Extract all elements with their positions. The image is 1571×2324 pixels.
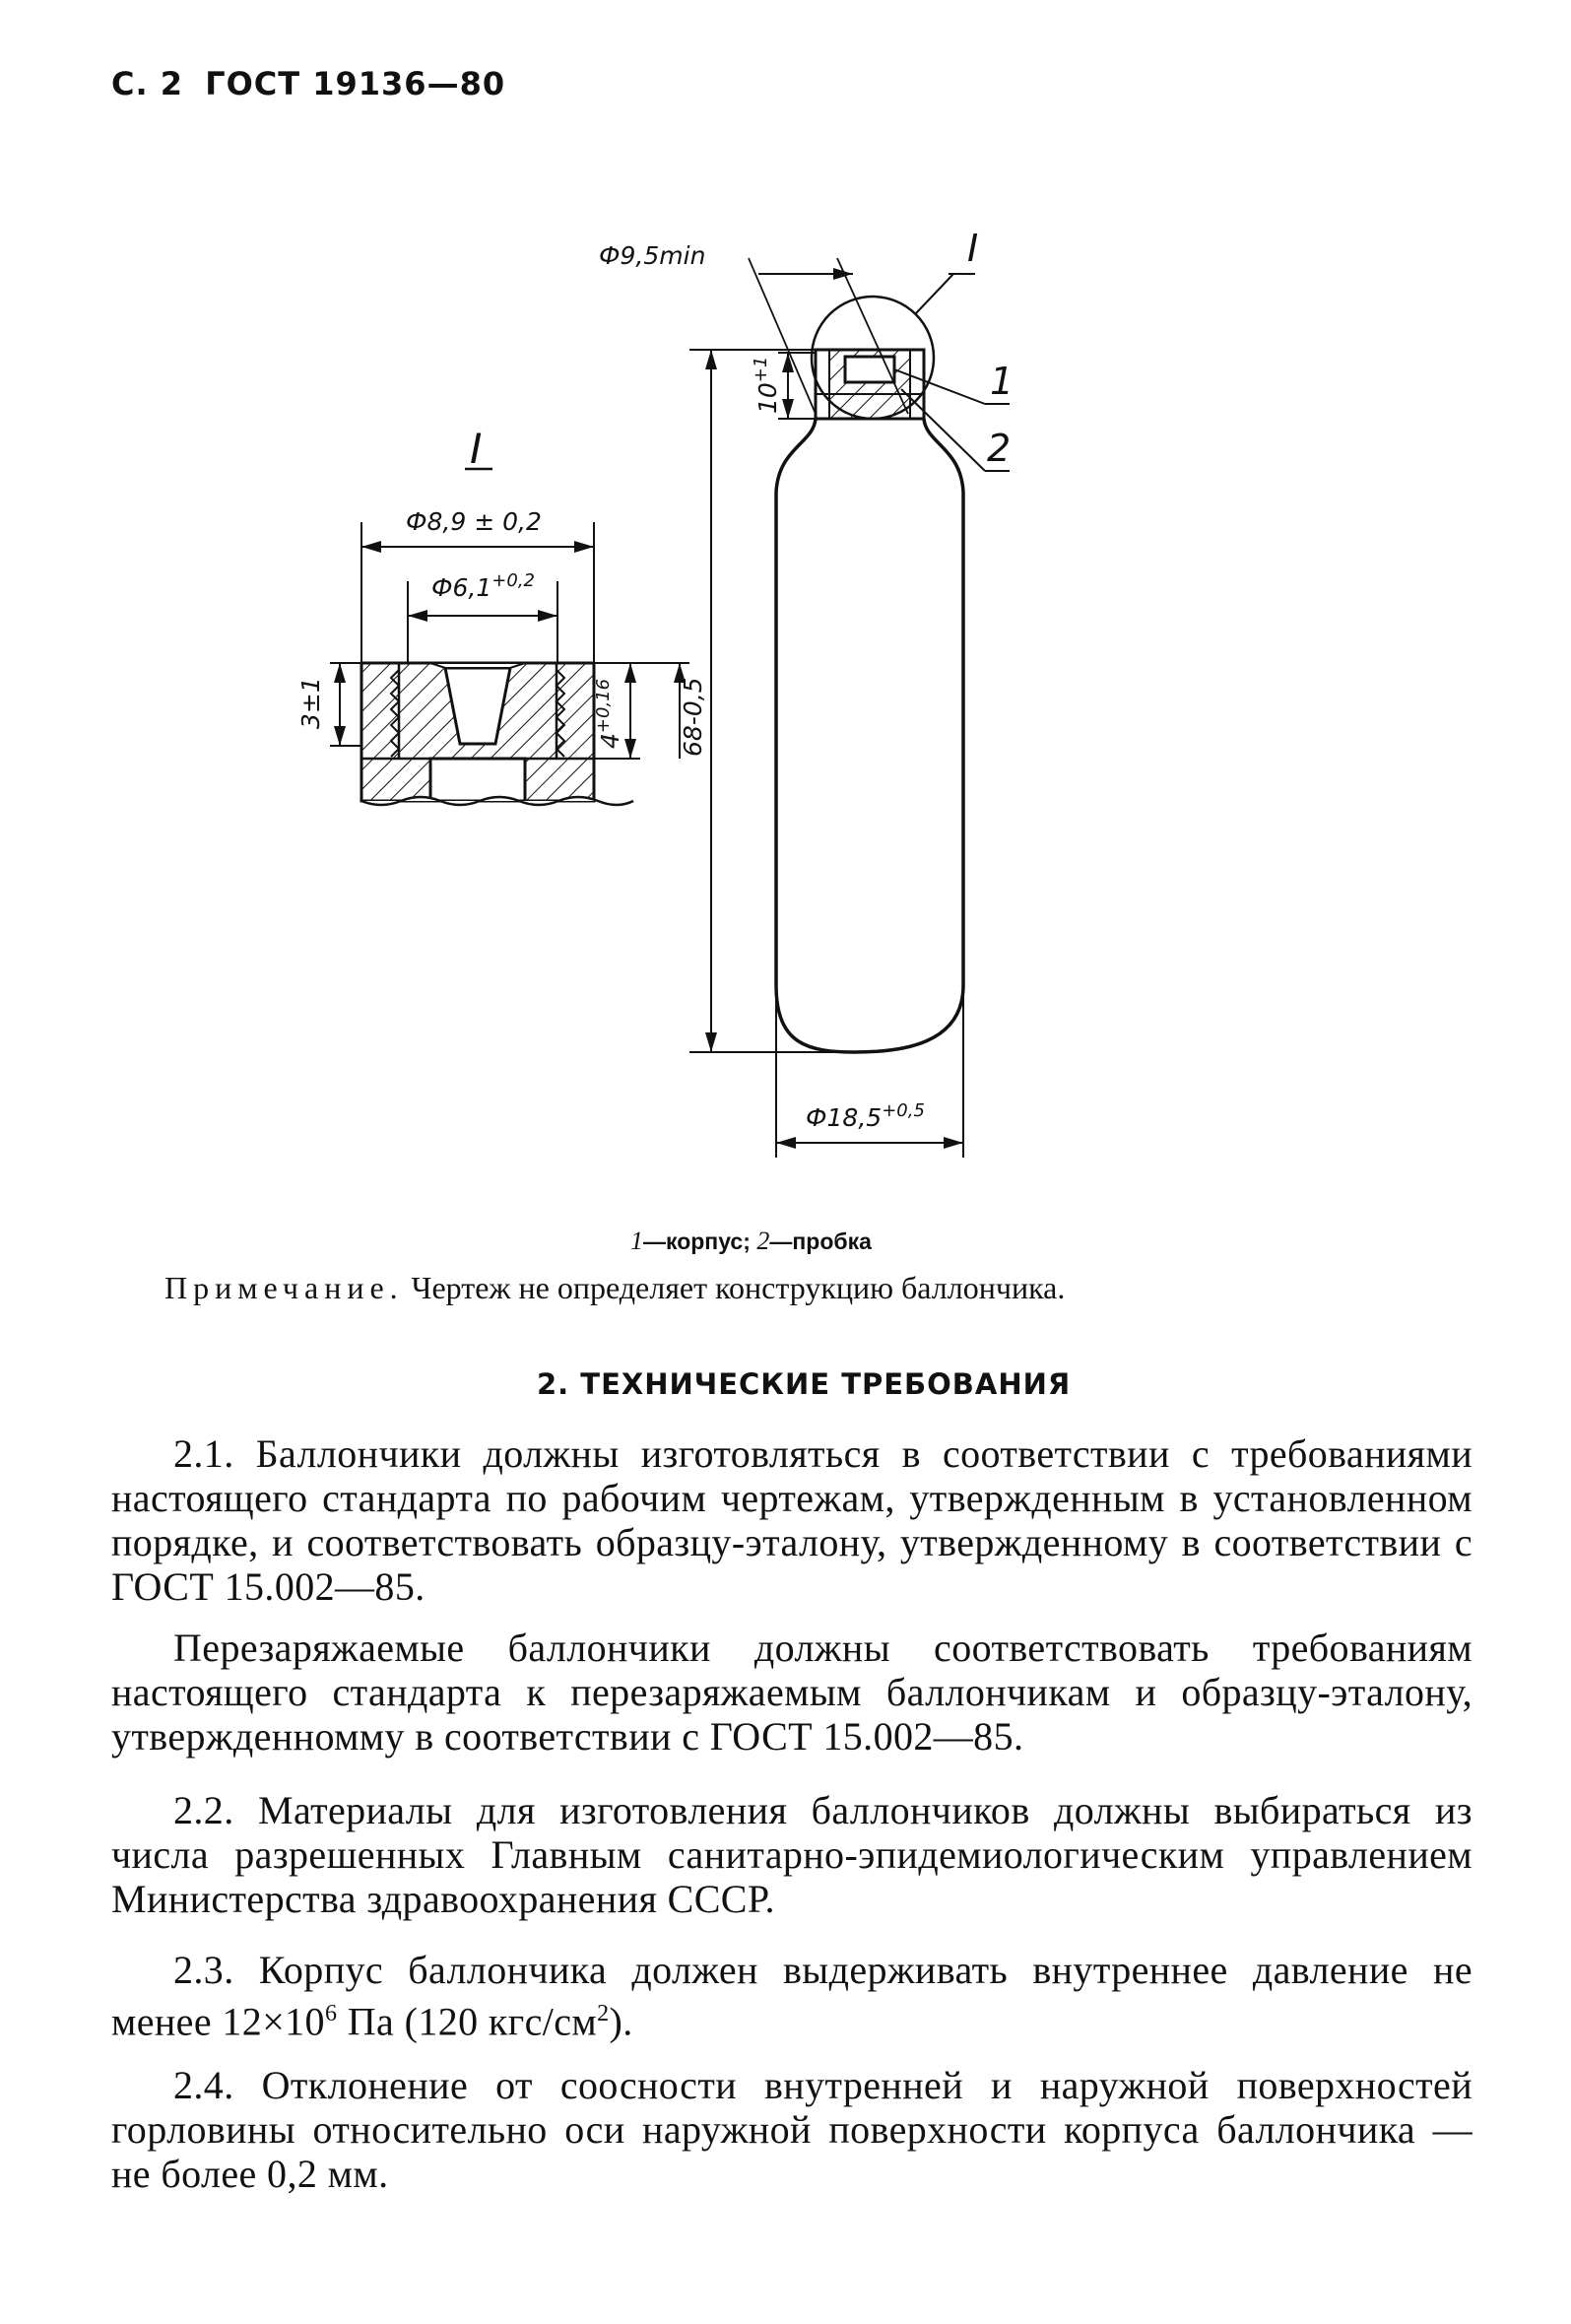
detail-label-main: I bbox=[967, 227, 979, 270]
dim-outer-dia: Ф8,9 ± 0,2 bbox=[406, 507, 542, 536]
p4-times: × bbox=[262, 1999, 286, 2044]
note-prefix: Примечание. bbox=[164, 1270, 404, 1305]
dim-neck-height-value: 10 bbox=[753, 382, 782, 414]
cylinder-view bbox=[689, 258, 1010, 1158]
dim-inner-dia bbox=[431, 570, 535, 602]
p4-exponent: 6 bbox=[324, 2001, 338, 2026]
page-number: С. 2 bbox=[111, 65, 184, 102]
note-text: Чертеж не определяет конструкцию баллончика. bbox=[403, 1270, 1066, 1305]
figure-note bbox=[164, 1270, 1065, 1306]
callout-2: 2 bbox=[987, 427, 1012, 470]
detail-view bbox=[330, 425, 689, 805]
dim-body-dia-tol: +0,5 bbox=[882, 1100, 925, 1121]
p4-text-d: ). bbox=[609, 1999, 633, 2044]
dim-length: 68-0,5 bbox=[679, 677, 707, 757]
paragraph-2-1: 2.1. Баллончики должны изготовляться в соответствии с требованиями настоящего стандарта по рабочим чертежам, утвержденным в установленном порядке, и соответствовать образцу-эталону, утвержденному в соответствии с ГОСТ 15.002—85. bbox=[111, 1431, 1473, 1609]
dim-top-dia: Ф9,5min bbox=[599, 241, 706, 270]
dim-neck-height-tol: +1 bbox=[751, 356, 771, 383]
p4-text-b: 10 bbox=[285, 1999, 325, 2044]
dim-depth bbox=[593, 679, 624, 749]
caption-item1-num: 1 bbox=[630, 1227, 643, 1255]
dim-thread: 3±1 bbox=[296, 677, 325, 729]
dim-inner-dia-value: Ф6,1 bbox=[431, 573, 492, 602]
dim-neck-height bbox=[751, 357, 782, 414]
paragraph-2-4: 2.4. Отклонение от соосности внутренней и наружной поверхностей горловины относительно оси наружной поверхности корпуса баллончика — не более 0,2 мм. bbox=[111, 2063, 1473, 2196]
dim-body-dia-value: Ф18,5 bbox=[806, 1103, 883, 1132]
caption-item2-num: 2 bbox=[756, 1227, 770, 1255]
figure-caption bbox=[630, 1227, 872, 1256]
p4-text-c: Па (120 кгс/см bbox=[337, 1999, 598, 2044]
caption-item2-label: —пробка bbox=[769, 1228, 872, 1254]
paragraph-2-3 bbox=[111, 1948, 1473, 2043]
callout-1: 1 bbox=[990, 360, 1015, 403]
caption-item1-label: —корпус; bbox=[643, 1228, 751, 1254]
p4-exponent-2: 2 bbox=[597, 2001, 610, 2026]
standard-number: ГОСТ 19136—80 bbox=[205, 65, 506, 102]
detail-label-view: I bbox=[470, 425, 483, 473]
section-title: 2. ТЕХНИЧЕСКИЕ ТРЕБОВАНИЯ bbox=[537, 1367, 1072, 1401]
dim-inner-dia-tol: +0,2 bbox=[491, 570, 535, 591]
paragraph-2-2: 2.2. Материалы для изготовления баллончиков должны выбираться из числа разрешенных Главным санитарно-эпидемиологическим управлением Министерства здравоохранения СССР. bbox=[111, 1788, 1473, 1921]
dim-depth-tol: +0,16 bbox=[593, 678, 614, 734]
dim-body-dia bbox=[806, 1100, 925, 1132]
p4-text-a: 2.3. Корпус баллончика должен выдерживать внутреннее давление не менее 12 bbox=[111, 1948, 1473, 2044]
dim-depth-value: 4 bbox=[596, 733, 624, 749]
paragraph-recharge: Перезаряжаемые баллончики должны соответствовать требованиям настоящего стандарта к перезаряжаемым баллончикам и образцу-эталону, утвержденномму в соответствии с ГОСТ 15.002—85. bbox=[111, 1626, 1473, 1759]
